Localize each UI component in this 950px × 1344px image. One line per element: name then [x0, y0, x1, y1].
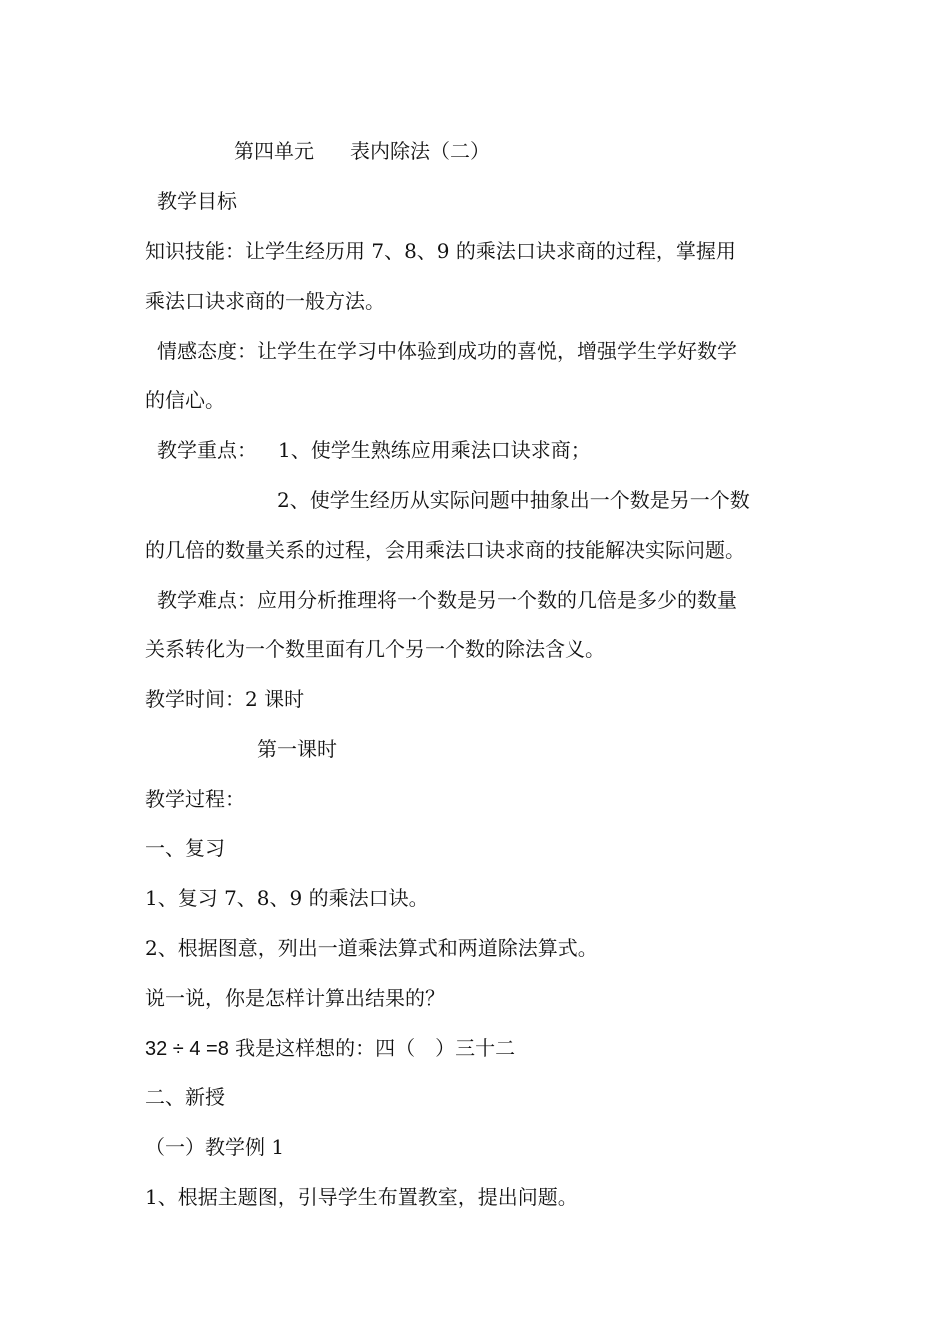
title-unit: 第四单元: [234, 139, 314, 163]
review-question: 说一说，你是怎样计算出结果的？: [145, 986, 445, 1010]
difficulty-line-2: 关系转化为一个数里面有几个另一个数的除法含义。: [145, 637, 605, 661]
key-point-2-line-2: 的几倍的数量关系的过程，会用乘法口诀求商的技能解决实际问题。: [145, 538, 745, 562]
knowledge-line-1: 知识技能：让学生经历用 7、8、9 的乘法口诀求商的过程，掌握用: [145, 239, 736, 263]
equation-thought: 我是这样想的：四（ ）三十二: [228, 1036, 516, 1060]
emotion-line-1: 情感态度：让学生在学习中体验到成功的喜悦，增强学生学好数学: [157, 339, 737, 363]
process-heading: 教学过程：: [145, 787, 245, 811]
document-title: [234, 137, 490, 165]
title-name: 表内除法（二）: [350, 139, 490, 163]
objectives-heading: 教学目标: [157, 189, 237, 213]
key-points-label: 教学重点：: [157, 438, 257, 462]
equation-line: [145, 1034, 515, 1063]
review-item-1: 1、复习 7、8、9 的乘法口诀。: [145, 886, 429, 910]
example-step-1: 1、根据主题图，引导学生布置教室，提出问题。: [145, 1185, 578, 1209]
example-heading: （一）教学例 1: [145, 1135, 285, 1159]
review-item-2: 2、根据图意，列出一道乘法算式和两道除法算式。: [145, 936, 598, 960]
difficulty-line-1: 教学难点：应用分析推理将一个数是另一个数的几倍是多少的数量: [157, 588, 737, 612]
knowledge-line-2: 乘法口诀求商的一般方法。: [145, 289, 385, 313]
lesson-heading: 第一课时: [257, 737, 337, 761]
emotion-line-2: 的信心。: [145, 388, 225, 412]
key-point-2-line-1: 2、使学生经历从实际问题中抽象出一个数是另一个数: [277, 488, 750, 512]
key-point-1: 1、使学生熟练应用乘法口诀求商；: [278, 438, 591, 462]
equation-text: 32 ÷ 4 =8: [145, 1038, 229, 1060]
section-new: 二、新授: [145, 1085, 225, 1109]
teaching-time: 教学时间：2 课时: [145, 687, 305, 711]
section-review: 一、复习: [145, 836, 225, 860]
